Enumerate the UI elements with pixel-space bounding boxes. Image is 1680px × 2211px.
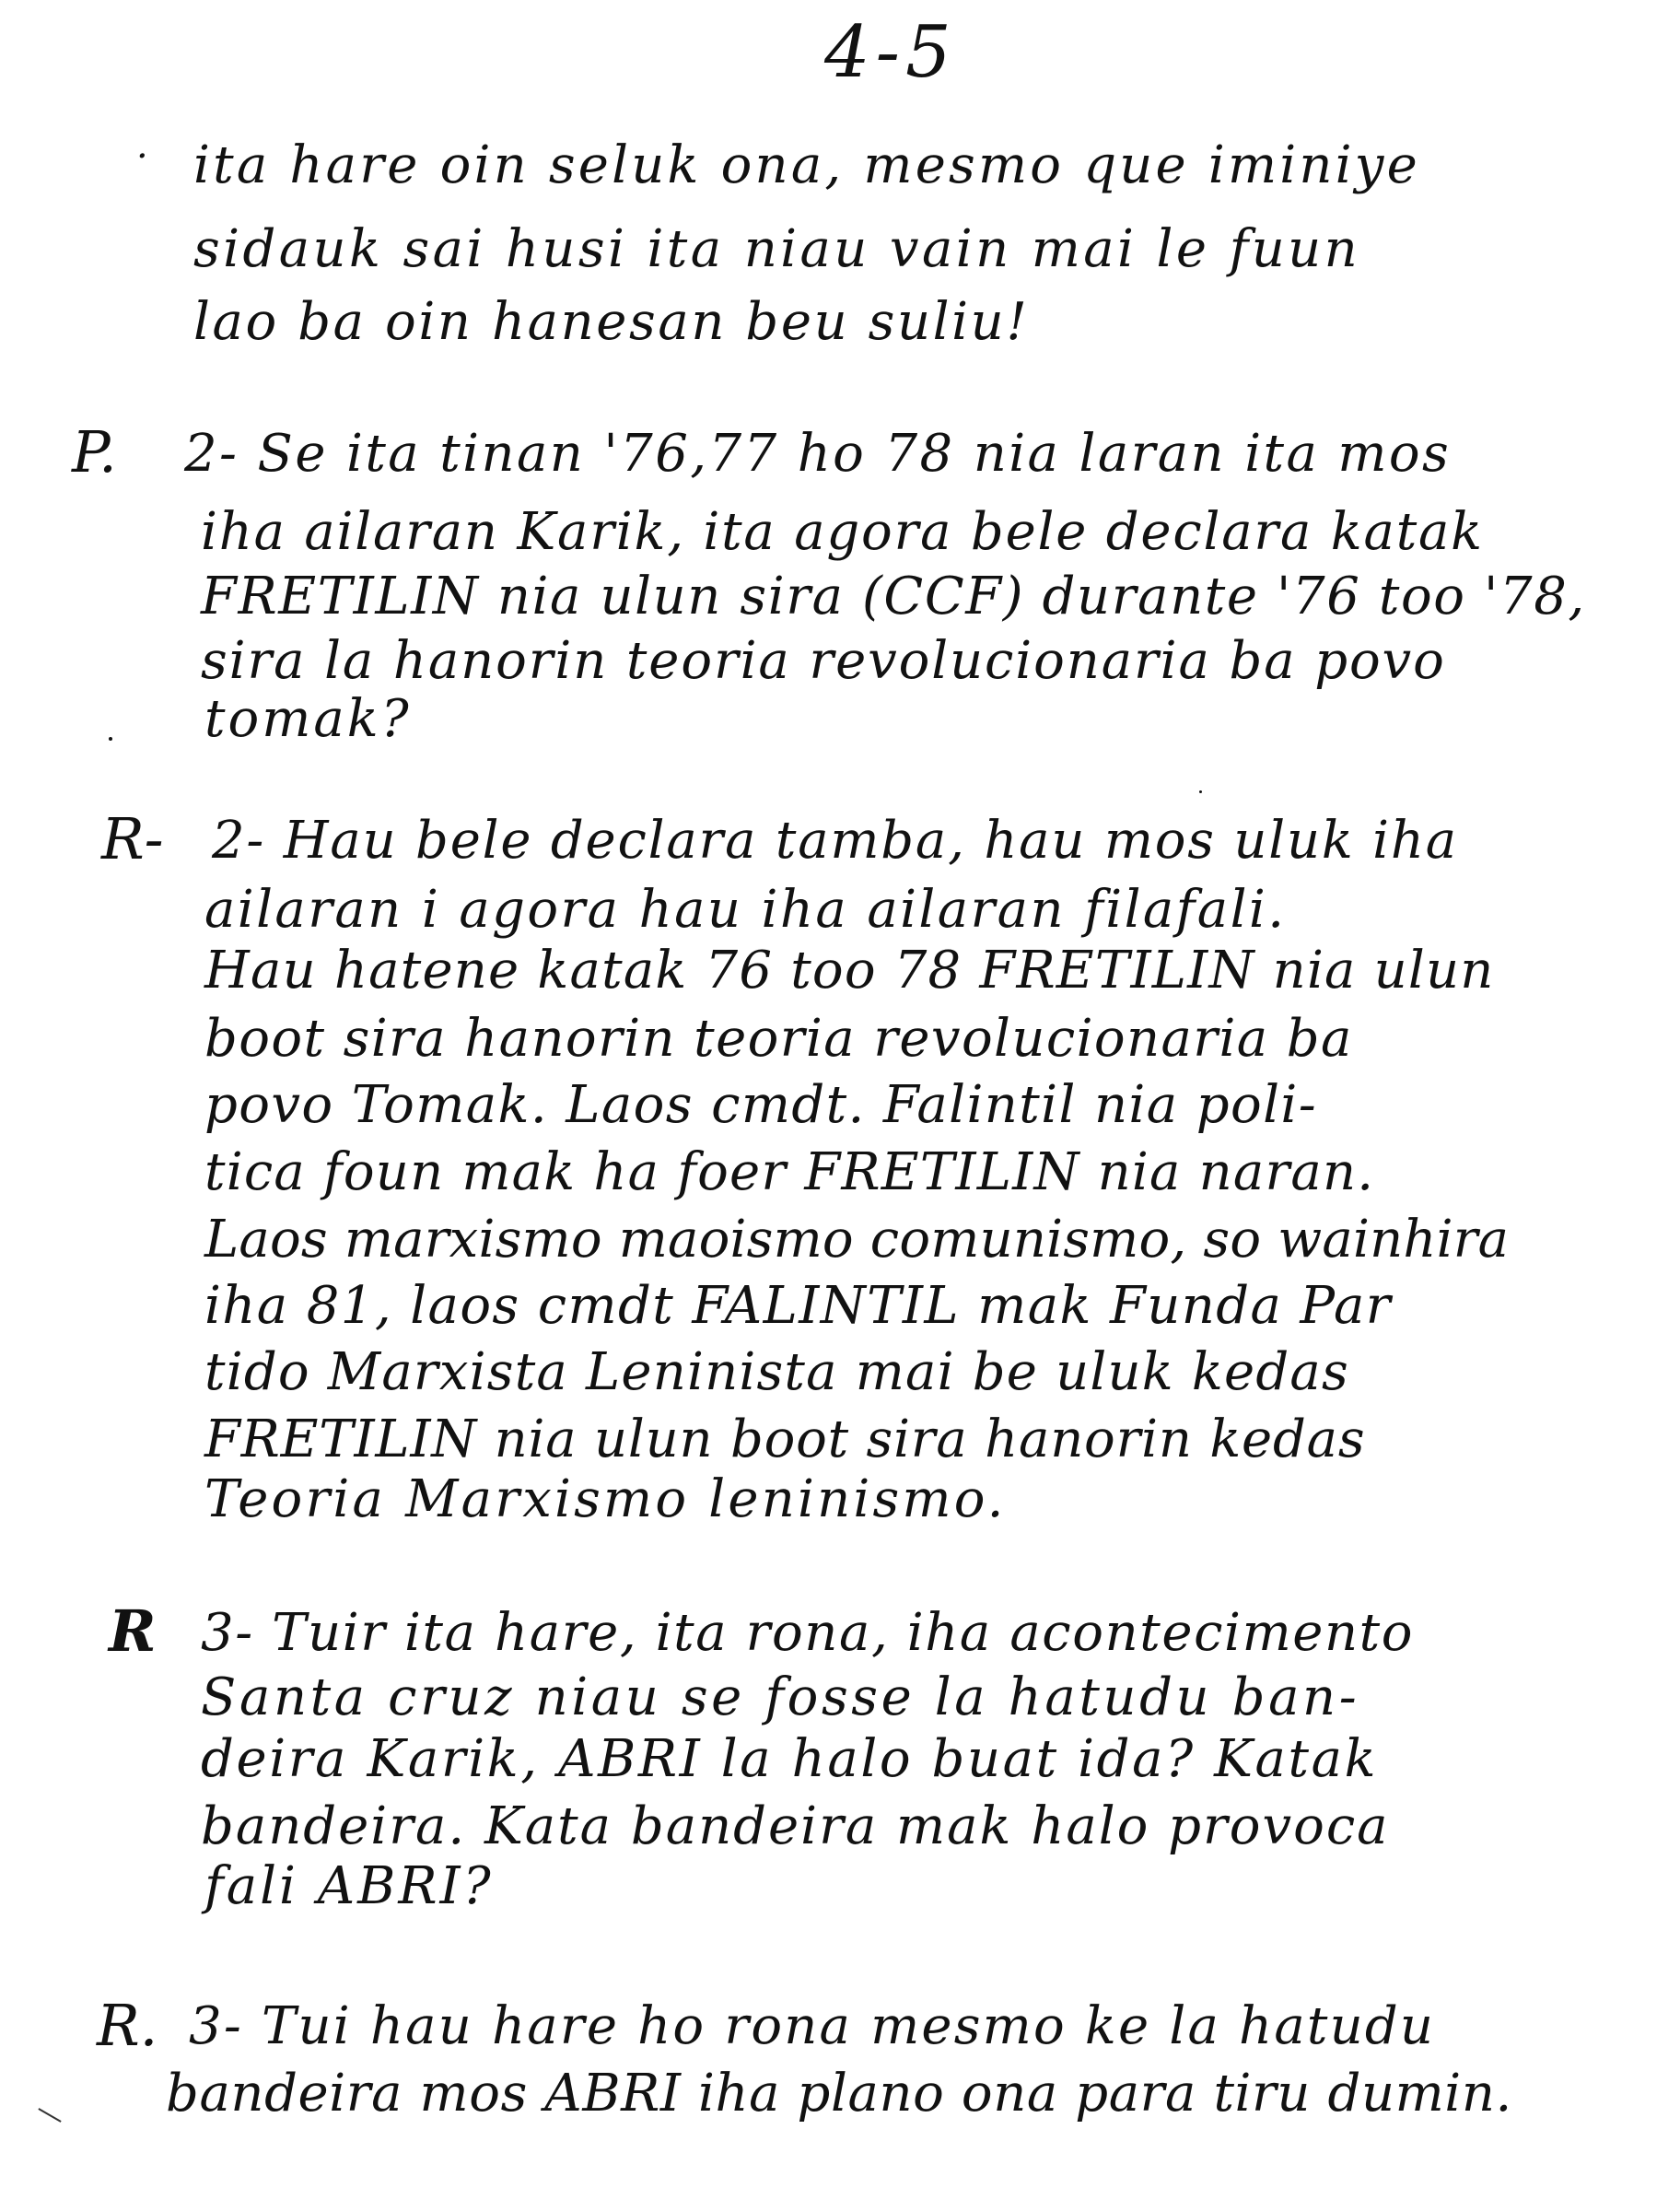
text-line: lao ba oin hanesan beu suliu!: [193, 292, 1030, 352]
text-line: bandeira. Kata bandeira mak halo provoca: [201, 1796, 1390, 1856]
page-number: 4-5: [824, 11, 957, 94]
text-line: tica foun mak ha foer FRETILIN nia naran.: [204, 1142, 1375, 1202]
text-line: sira la hanorin teoria revolucionaria ba povo: [201, 631, 1446, 691]
text-line: sidauk sai husi ita niau vain mai le fuun: [193, 219, 1361, 279]
text-line: Santa cruz niau se fosse la hatudu ban-: [201, 1667, 1360, 1727]
text-line: tido Marxista Leninista mai be uluk kedas: [204, 1342, 1349, 1402]
text-line: iha 81, laos cmdt FALINTIL mak Funda Par: [204, 1276, 1392, 1336]
text-line: 2- Hau bele declara tamba, hau mos uluk iha: [212, 811, 1458, 871]
text-line: boot sira hanorin teoria revolucionaria ba: [204, 1009, 1353, 1069]
bullet-dot: ·: [136, 135, 148, 178]
text-line: tomak?: [204, 689, 412, 749]
question-marker: R: [109, 1597, 157, 1665]
text-line: povo Tomak. Laos cmdt. Falintil nia poli-: [204, 1075, 1318, 1135]
text-line: 3- Tuir ita hare, ita rona, iha acontecimento: [201, 1603, 1415, 1663]
text-line: FRETILIN nia ulun sira (CCF) durante '76 too '78,: [201, 567, 1586, 626]
scan-speck: [109, 737, 112, 741]
text-line: Laos marxismo maoismo comunismo, so wainhira: [204, 1210, 1510, 1269]
text-line: deira Karik, ABRI la halo buat ida? Katak: [201, 1729, 1379, 1789]
text-line: ailaran i agora hau iha ailaran filafali.: [204, 880, 1287, 940]
text-line: 2- Se ita tinan '76,77 ho 78 nia laran ita mos: [184, 424, 1452, 484]
text-line: FRETILIN nia ulun boot sira hanorin kedas: [204, 1410, 1366, 1469]
answer-marker: R-: [101, 805, 164, 872]
question-marker: P.: [72, 418, 117, 485]
text-line: bandeira mos ABRI iha plano ona para tiru dumin.: [166, 2064, 1512, 2123]
text-line: iha ailaran Karik, ita agora bele declara katak: [201, 502, 1484, 562]
text-line: ita hare oin seluk ona, mesmo que iminiye: [193, 135, 1420, 195]
text-line: 3- Tui hau hare ho rona mesmo ke la hatudu: [189, 1996, 1436, 2056]
answer-marker: R.: [97, 1992, 158, 2059]
text-line: Teoria Marxismo leninismo.: [204, 1469, 1007, 1529]
text-line: fali ABRI?: [204, 1856, 494, 1916]
scan-speck: [1199, 790, 1202, 793]
text-line: Hau hatene katak 76 too 78 FRETILIN nia ulun: [204, 941, 1495, 1000]
scan-mark: [38, 2108, 61, 2123]
